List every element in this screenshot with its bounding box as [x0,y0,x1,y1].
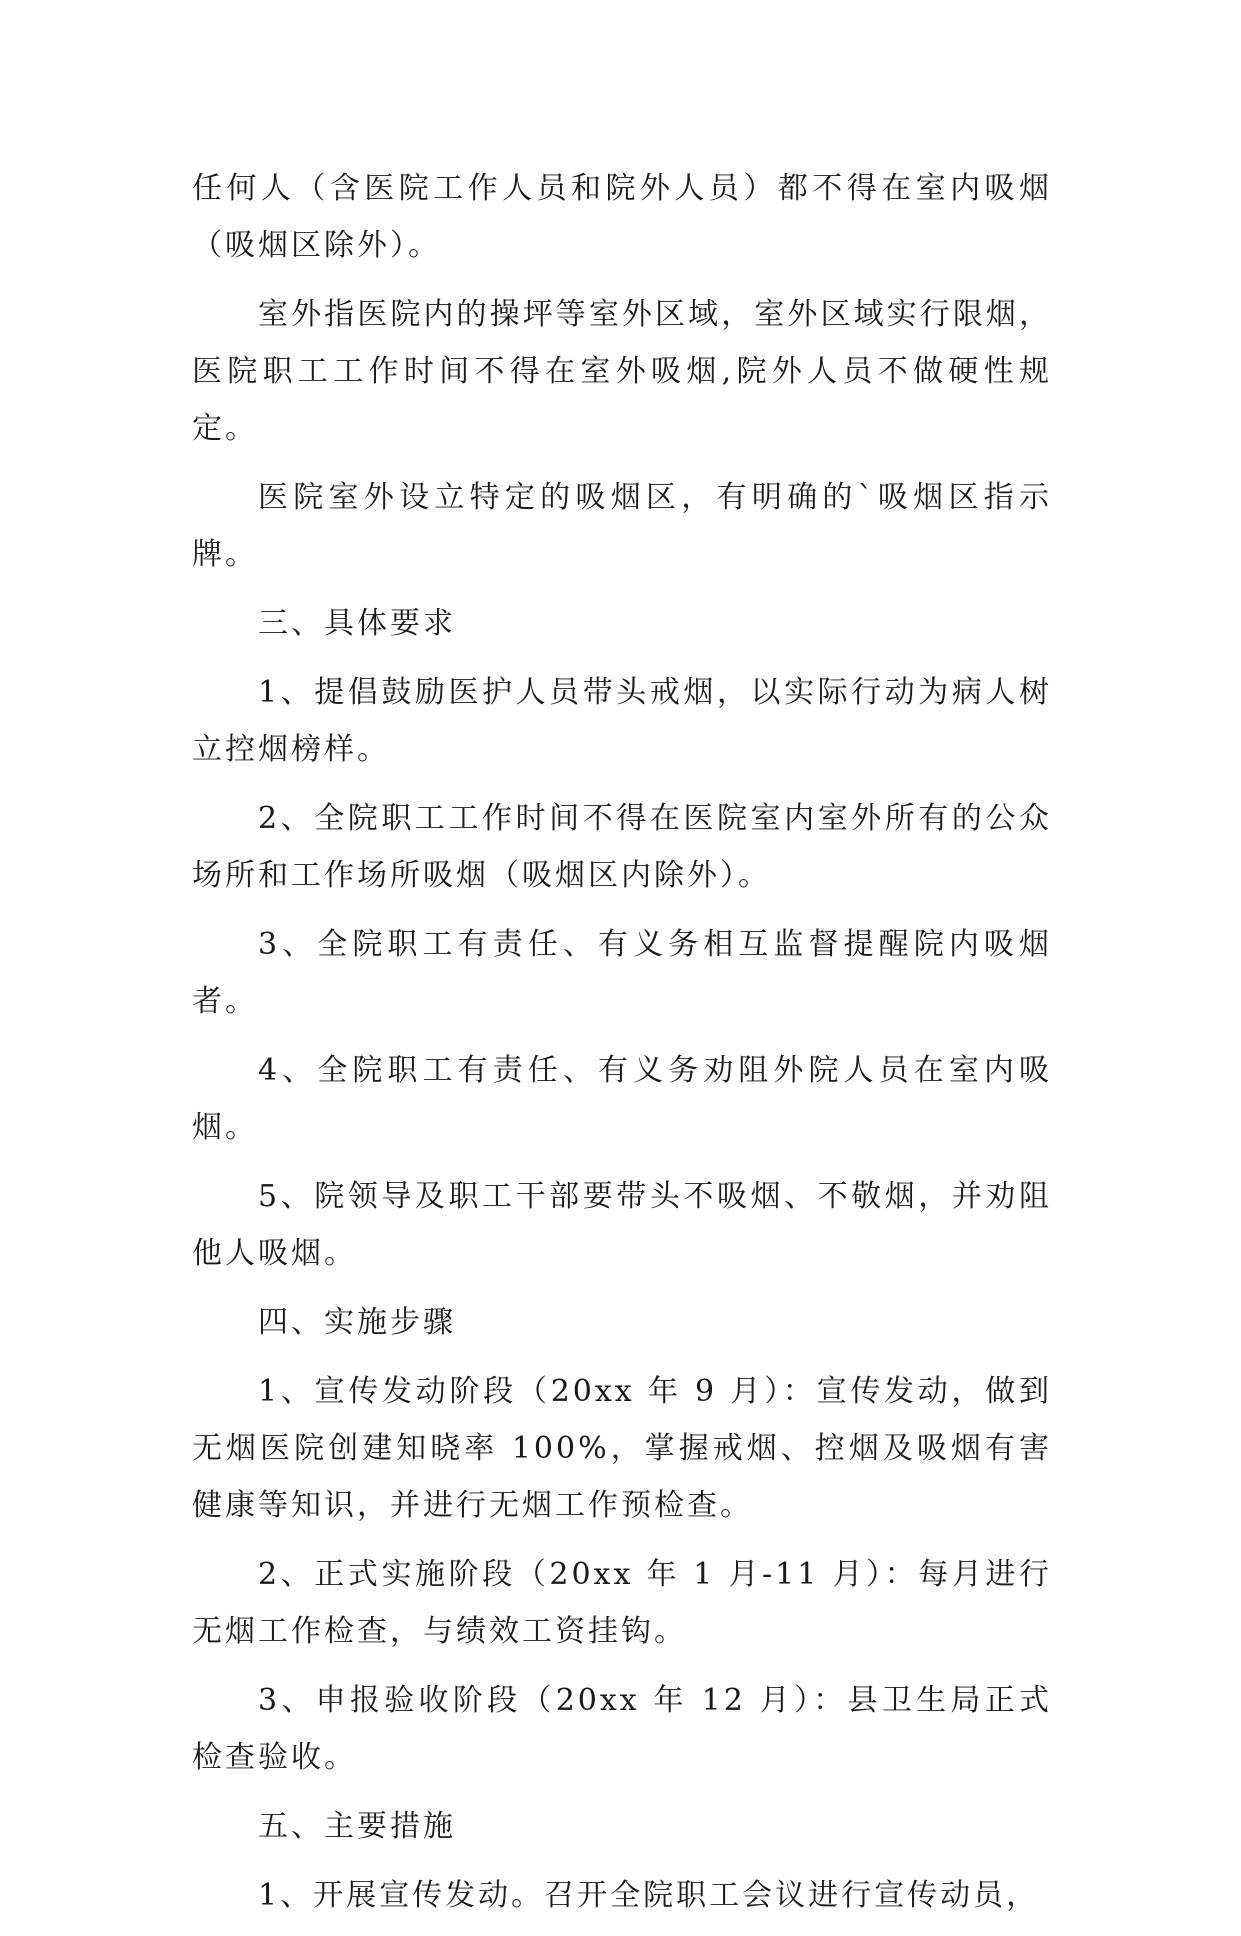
section-heading: 五、主要措施 [258,1809,456,1844]
list-item: 3、全院职工有责任、有义务相互监督提醒院内吸烟者。 [192,927,1052,1019]
list-item: 4、全院职工有责任、有义务劝阻外院人员在室内吸烟。 [192,1053,1052,1145]
paragraph: 医院室外设立特定的吸烟区，有明确的`吸烟区指示牌。 [192,480,1052,572]
list-item: 1、开展宣传发动。召开全院职工会议进行宣传动员， [258,1878,1040,1913]
list-item: 1、宣传发动阶段（20xx 年 9 月）：宣传发动，做到无烟医院创建知晓率 100%，掌握戒烟、控烟及吸烟有害健康等知识，并进行无烟工作预检查。 [192,1374,1052,1523]
list-item: 2、全院职工工作时间不得在医院室内室外所有的公众场所和工作场所吸烟（吸烟区内除外）。 [192,801,1052,893]
document-body [192,160,1052,1936]
section-heading: 四、实施步骤 [258,1305,456,1340]
paragraph: 任何人（含医院工作人员和院外人员）都不得在室内吸烟（吸烟区除外）。 [192,171,1052,263]
section-heading: 三、具体要求 [258,606,456,641]
list-item: 2、正式实施阶段（20xx 年 1 月-11 月）：每月进行无烟工作检查，与绩效工资挂钩。 [192,1557,1052,1649]
list-item: 1、提倡鼓励医护人员带头戒烟，以实际行动为病人树立控烟榜样。 [192,675,1052,767]
list-item: 3、申报验收阶段（20xx 年 12 月）：县卫生局正式检查验收。 [192,1683,1052,1775]
list-item: 5、院领导及职工干部要带头不吸烟、不敬烟，并劝阻他人吸烟。 [192,1179,1052,1271]
paragraph: 室外指医院内的操坪等室外区域，室外区域实行限烟，医院职工工作时间不得在室外吸烟,院外人员不做硬性规定。 [192,297,1052,446]
